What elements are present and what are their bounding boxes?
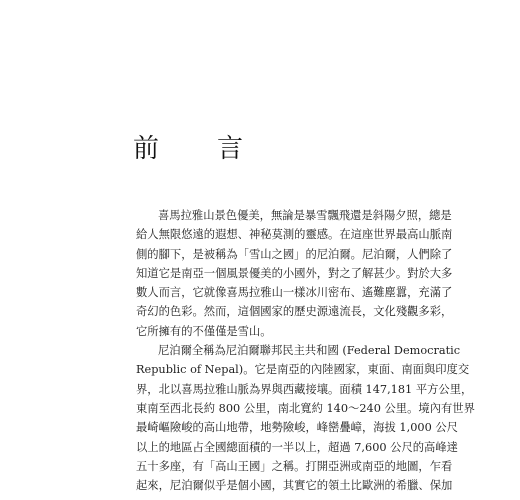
text-line: 東南至西北長約 800 公里，南北寬約 140～240 公里。境內有世界 (136, 401, 475, 415)
text-line: 以上的地區占全國總面積的一半以上，超過 7,600 公尺的高峰達 (136, 440, 458, 454)
text-line: 尼泊爾全稱為尼泊爾聯邦民主共和國 (Federal Democratic (158, 344, 461, 358)
text-line: 五十多座，有「高山王國」之稱。打開亞洲或南亞的地圖，乍看 (136, 459, 453, 473)
text-line: 知道它是南亞一個風景優美的小國外，對之了解甚少。對於大多 (136, 266, 453, 280)
body-text (136, 206, 475, 495)
text-line: 它所擁有的不僅僅是雪山。 (136, 324, 272, 338)
text-line: Republic of Nepal)。它是南亞的內陸國家，東面、南面與印度交 (136, 363, 470, 377)
text-line: 給人無限悠遠的遐想、神秘莫測的靈感。在這座世界最高山脈南 (136, 228, 453, 242)
text-line: 喜馬拉雅山景色優美，無論是暴雪飄飛還是斜陽夕照，總是 (158, 209, 452, 222)
text-line: 數人而言，它就像喜馬拉雅山一樣冰川密布、遙難塵囂，充滿了 (136, 286, 453, 300)
chapter-title: 前 言 (133, 134, 260, 164)
text-line: 側的腳下，是被稱為「雪山之國」的尼泊爾。尼泊爾，人們除了 (136, 247, 453, 261)
text-line: 界，北以喜馬拉雅山脈為界與西藏接壤。面積 147,181 平方公里， (136, 382, 473, 396)
text-line: 最崎嶇險峻的高山地帶，地勢險峻，峰巒疊嶂，海拔 1,000 公尺 (136, 421, 458, 435)
paragraph-1 (136, 206, 453, 341)
text-line: 奇幻的色彩。然而，這個國家的歷史源遠流長，文化殘觀多彩， (136, 305, 453, 319)
paragraph-2 (136, 341, 475, 495)
text-line: 起來，尼泊爾似乎是個小國，其實它的領土比歐洲的希臘、保加 (136, 479, 453, 493)
